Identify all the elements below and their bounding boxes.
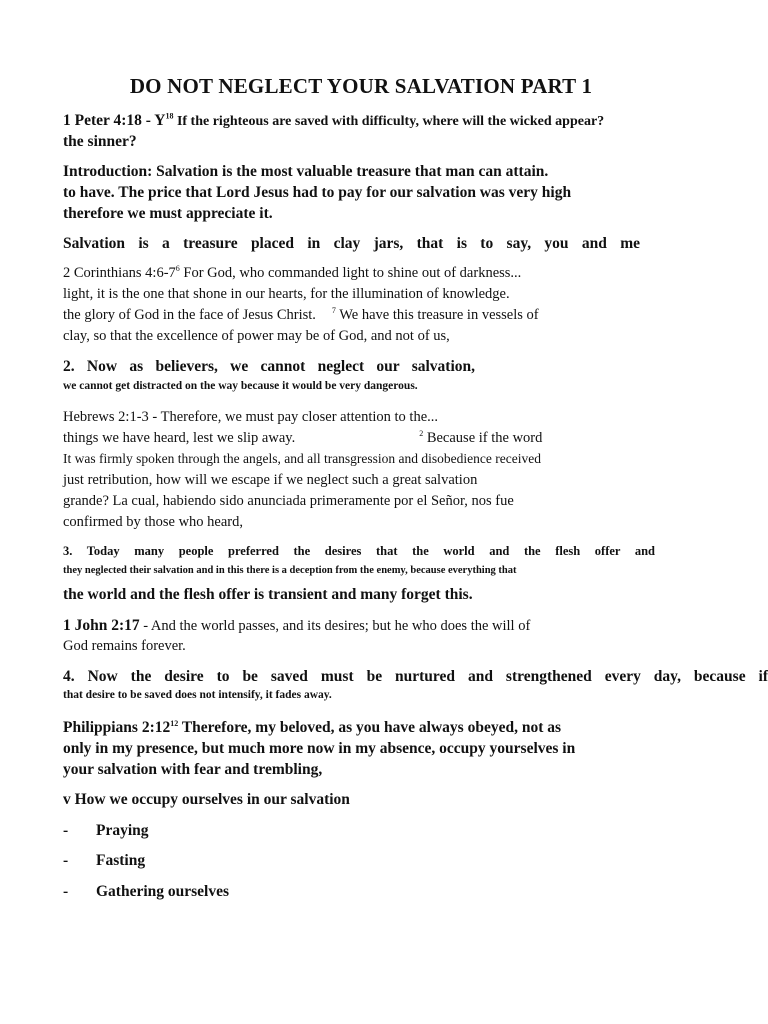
verse-sup: 12 bbox=[170, 718, 179, 728]
list-item-text: Gathering ourselves bbox=[96, 883, 230, 900]
corinthians-text1: For God, who commanded light to shine out of darkness... bbox=[179, 265, 522, 281]
john-text1: - And the world passes, and its desires; but he who does the will of bbox=[139, 618, 531, 634]
verse-sup: 6 bbox=[175, 264, 180, 274]
hebrews-line4: just retribution, how will we escape if we neglect such a great salvation bbox=[63, 472, 478, 488]
intro-line3: therefore we must appreciate it. bbox=[63, 205, 273, 222]
how-heading: v How we occupy ourselves in our salvation bbox=[63, 791, 350, 808]
intro-line1: Introduction: Salvation is the most valuable treasure that man can attain. bbox=[63, 163, 549, 180]
hebrews-text2b: Because if the word bbox=[423, 430, 543, 446]
point1-text: Salvation is a treasure placed in clay jars, that is to say, you and me bbox=[63, 235, 640, 252]
corinthians-ref: 2 Corinthians 4:6-7 bbox=[63, 265, 176, 281]
verse-1peter-line1 bbox=[63, 113, 604, 129]
list-item bbox=[63, 853, 145, 869]
verse-sup: 2 bbox=[419, 429, 424, 439]
john-line2: God remains forever. bbox=[63, 638, 186, 654]
corinthians-line4: clay, so that the excellence of power may be of God, and not of us, bbox=[63, 328, 450, 344]
john-line1 bbox=[63, 618, 530, 634]
list-item-text: Praying bbox=[96, 822, 149, 839]
philippians-text1: Therefore, my beloved, as you have always obeyed, not as bbox=[178, 719, 562, 736]
corinthians-line3 bbox=[63, 308, 539, 323]
verse-sup: 7 bbox=[331, 306, 336, 316]
corinthians-text3b: We have this treasure in vessels of bbox=[335, 307, 539, 323]
hebrews-line3: It was firmly spoken through the angels, and all transgression and disobedience received bbox=[63, 451, 541, 466]
intro-line2: to have. The price that Lord Jesus had to pay for our salvation was very high bbox=[63, 184, 572, 201]
hebrews-text2: things we have heard, lest we slip away. bbox=[63, 430, 296, 446]
john-ref: 1 John 2:17 bbox=[63, 617, 140, 634]
point3-line1: 3. Today many people preferred the desires that the world and the flesh offer and bbox=[63, 544, 655, 558]
list-item-text: Fasting bbox=[96, 852, 146, 869]
verse-1peter-line2: the sinner? bbox=[63, 133, 137, 150]
verse-1peter-ref: 1 Peter 4:18 - Y bbox=[63, 112, 166, 129]
philippians-ref: Philippians 2:12 bbox=[63, 719, 171, 736]
hebrews-line2 bbox=[63, 431, 542, 446]
point4-line2: that desire to be saved does not intensify, it fades away. bbox=[63, 689, 332, 701]
verse-sup: 18 bbox=[165, 111, 174, 121]
point2-line1: 2. Now as believers, we cannot neglect our salvation, bbox=[63, 358, 475, 375]
verse-1peter-text: If the righteous are saved with difficulty, where will the wicked appear? bbox=[173, 114, 605, 129]
list-item bbox=[63, 823, 149, 839]
point3-line2: they neglected their salvation and in this there is a deception from the enemy, because everything that bbox=[63, 565, 517, 576]
list-item bbox=[63, 884, 229, 900]
list-dash: - bbox=[63, 852, 69, 869]
philippians-line3: your salvation with fear and trembling, bbox=[63, 761, 323, 778]
page-title: DO NOT NEGLECT YOUR SALVATION PART 1 bbox=[129, 74, 593, 98]
corinthians-line1 bbox=[63, 266, 521, 281]
hebrews-line5: grande? La cual, habiendo sido anunciada primeramente por el Señor, nos fue bbox=[63, 493, 514, 509]
point2-line2: we cannot get distracted on the way because it would be very dangerous. bbox=[63, 380, 418, 392]
hebrews-line1: Hebrews 2:1-3 - Therefore, we must pay closer attention to the... bbox=[63, 409, 439, 425]
philippians-line1 bbox=[63, 720, 561, 736]
list-dash: - bbox=[63, 822, 69, 839]
point4-line1: 4. Now the desire to be saved must be nurtured and strengthened every day, because if bbox=[63, 668, 768, 685]
point3-line3: the world and the flesh offer is transient and many forget this. bbox=[63, 586, 473, 603]
philippians-line2: only in my presence, but much more now in my absence, occupy yourselves in bbox=[63, 740, 576, 757]
corinthians-line2: light, it is the one that shone in our hearts, for the illumination of knowledge. bbox=[63, 286, 510, 302]
list-dash: - bbox=[63, 883, 69, 900]
corinthians-text3: the glory of God in the face of Jesus Christ. bbox=[63, 307, 316, 323]
hebrews-line6: confirmed by those who heard, bbox=[63, 514, 243, 530]
